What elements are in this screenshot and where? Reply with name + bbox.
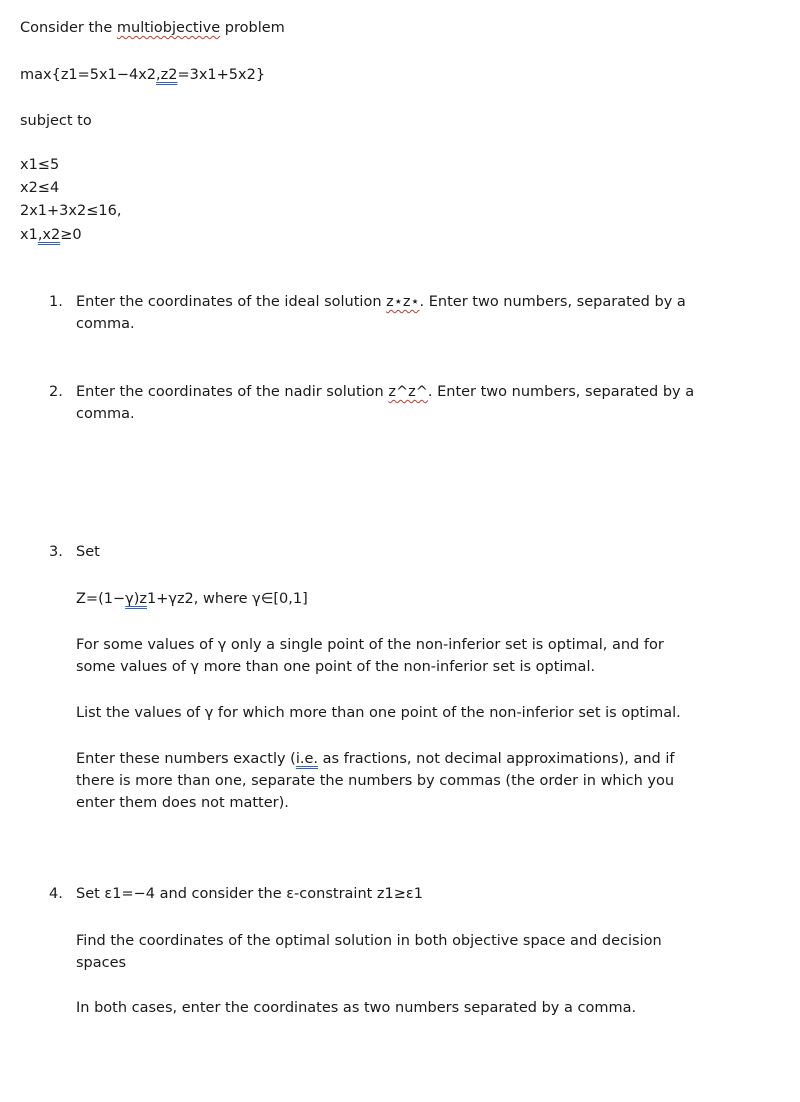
formula-part: Z=(1− xyxy=(76,591,126,607)
q1-text-part: Enter the coordinates of the ideal solution xyxy=(76,294,387,310)
q1-number: 1. xyxy=(49,294,63,310)
q4-number: 4. xyxy=(49,886,63,902)
q3-text-line: some values of γ more than one point of the non-inferior set is optimal. xyxy=(76,659,596,675)
objective-part: =3x1+5x2} xyxy=(177,67,266,83)
q3-paragraph-2: List the values of γ for which more than one point of the non-inferior set is optimal. xyxy=(76,705,681,721)
objective-function xyxy=(20,65,265,85)
spellcheck-word: multiobjective xyxy=(116,20,221,36)
q1-text-part: . Enter two numbers, separated by a xyxy=(419,294,686,310)
q4-paragraph-1 xyxy=(76,930,662,974)
q2-text xyxy=(76,381,694,425)
q2-number: 2. xyxy=(49,384,63,400)
q3-text-line: enter them does not matter). xyxy=(76,795,289,811)
constraint-4 xyxy=(20,225,82,245)
formula-part: 1+γz2, where γ∈[0,1] xyxy=(146,591,308,607)
objective-part: max{z1=5x1−4x2 xyxy=(20,67,157,83)
intro-sentence xyxy=(20,18,285,38)
q4-text-line: Find the coordinates of the optimal solution in both objective space and decision xyxy=(76,933,662,949)
constraint-1: x1≤5 xyxy=(20,157,60,173)
constraint-part: ≥0 xyxy=(60,227,82,243)
spellcheck-word: z^z^ xyxy=(388,384,428,400)
q3-text-part: Enter these numbers exactly ( xyxy=(76,751,296,767)
q2-text-part: Enter the coordinates of the nadir solution xyxy=(76,384,389,400)
q3-text-line: For some values of γ only a single point of the non-inferior set is optimal, and for xyxy=(76,637,664,653)
constraint-2: x2≤4 xyxy=(20,180,60,196)
intro-text: problem xyxy=(220,20,285,36)
q3-paragraph-3 xyxy=(76,748,674,814)
q3-title: Set xyxy=(76,544,100,560)
grammar-flag: ,z2 xyxy=(156,67,178,83)
q4-paragraph-2: In both cases, enter the coordinates as two numbers separated by a comma. xyxy=(76,1000,637,1016)
q3-number: 3. xyxy=(49,544,63,560)
constraint-3: 2x1+3x2≤16, xyxy=(20,203,122,219)
q4-text-line: spaces xyxy=(76,955,127,971)
grammar-flag: i.e. xyxy=(295,751,319,767)
q3-text-line: there is more than one, separate the numbers by commas (the order in which you xyxy=(76,773,675,789)
q1-text xyxy=(76,291,686,335)
q4-title: Set ε1=−4 and consider the ε-constraint z1≥ε1 xyxy=(76,886,423,902)
spellcheck-word: z⋆z⋆ xyxy=(386,294,420,310)
grammar-flag: ,x2 xyxy=(37,227,61,243)
grammar-flag: γ)z xyxy=(125,591,147,607)
q3-paragraph-1 xyxy=(76,634,664,678)
intro-text: Consider the xyxy=(20,20,117,36)
constraint-part: x1 xyxy=(20,227,38,243)
q2-text-part: . Enter two numbers, separated by a xyxy=(427,384,695,400)
q2-text-line: comma. xyxy=(76,406,135,422)
subject-to-label: subject to xyxy=(20,113,92,129)
q3-text-part: as fractions, not decimal approximations), and if xyxy=(318,751,675,767)
q3-formula xyxy=(76,589,308,609)
q1-text-line: comma. xyxy=(76,316,135,332)
